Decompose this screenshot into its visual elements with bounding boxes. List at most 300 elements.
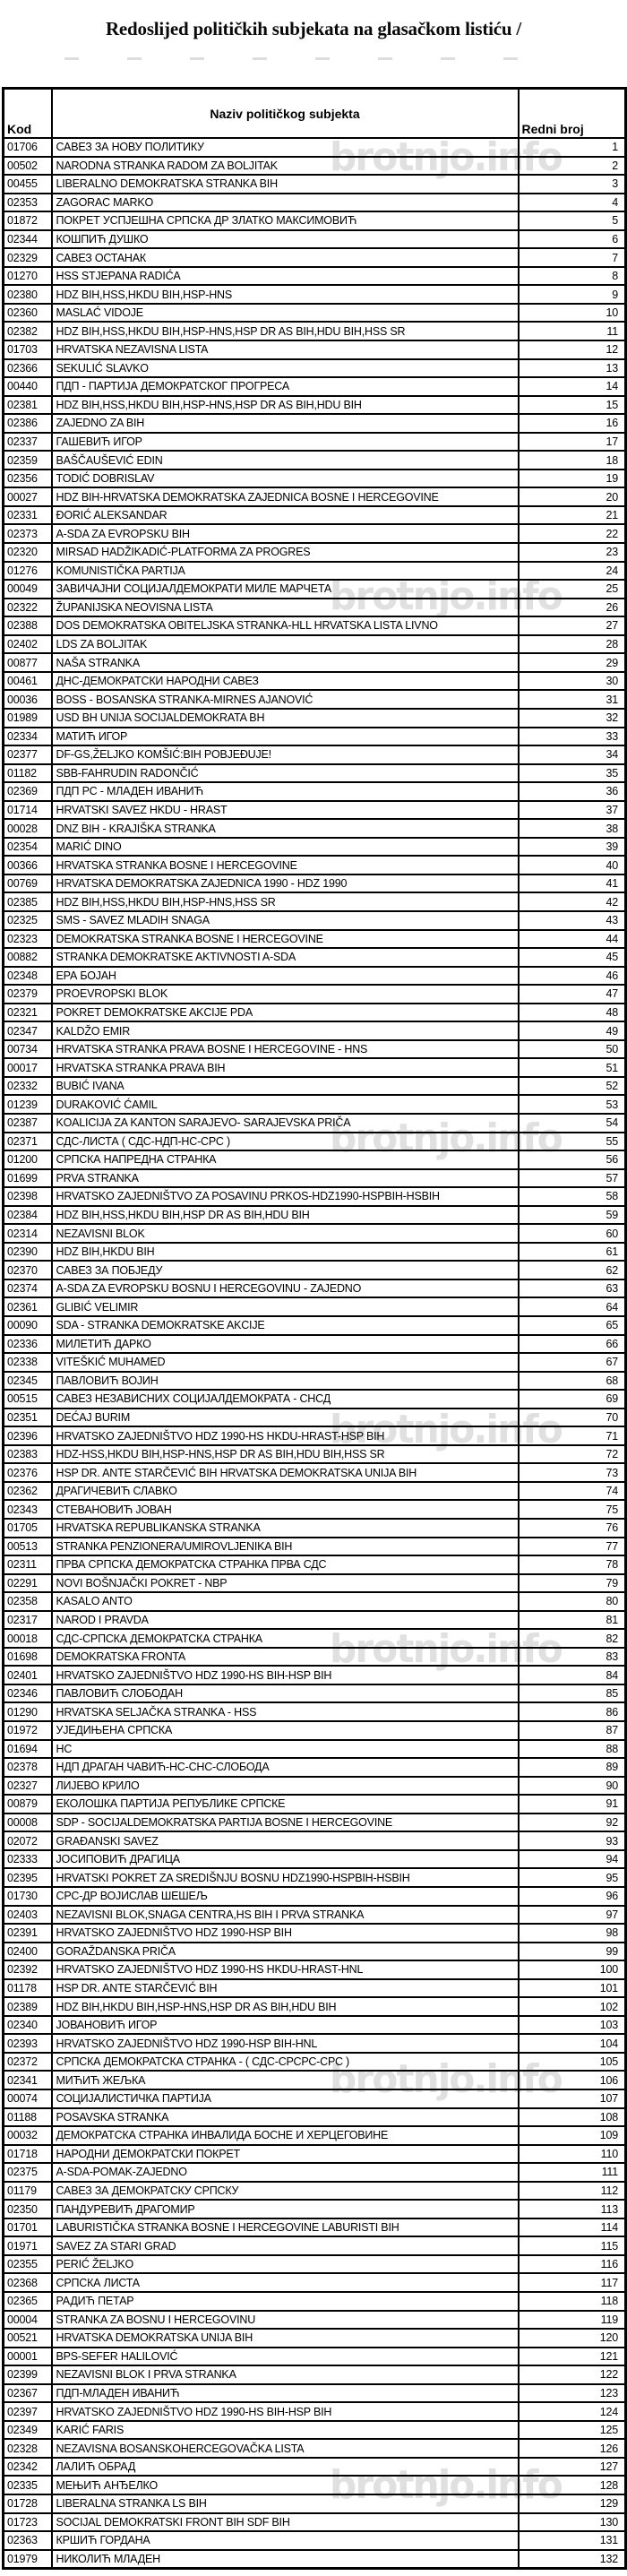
cell-naziv: VITEŠKIĆ MUHAMED [52, 1353, 519, 1372]
cell-naziv: DURAKOVIĆ ĆAMIL [52, 1095, 519, 1114]
table-row [4, 248, 626, 267]
cell-kod: 01872 [4, 211, 52, 230]
cell-naziv: КОШПИЋ ДУШКО [52, 230, 519, 249]
cell-kod: 02360 [4, 304, 52, 323]
cell-redni-broj: 21 [519, 506, 626, 525]
table-row [4, 1353, 626, 1372]
table-row [4, 506, 626, 525]
table-row [4, 2034, 626, 2053]
table-row [4, 230, 626, 249]
cell-kod: 02374 [4, 1279, 52, 1298]
cell-kod: 02371 [4, 1133, 52, 1151]
cell-redni-broj: 91 [519, 1795, 626, 1814]
cell-naziv: САВЕЗ ОСТАНАК [52, 248, 519, 267]
cell-kod: 02375 [4, 2163, 52, 2182]
cell-redni-broj: 20 [519, 487, 626, 506]
cell-naziv: NARODNA STRANKA RADOM ZA BOLJITAK [52, 157, 519, 176]
table-row [4, 1629, 626, 1648]
cell-redni-broj: 113 [519, 2200, 626, 2218]
cell-redni-broj: 64 [519, 1297, 626, 1316]
cell-redni-broj: 43 [519, 911, 626, 930]
cell-redni-broj: 2 [519, 157, 626, 176]
cell-naziv: СРПСКА ЛИСТА [52, 2273, 519, 2292]
table-row [4, 653, 626, 672]
table-row [4, 1666, 626, 1684]
cell-redni-broj: 15 [519, 396, 626, 415]
cell-redni-broj: 40 [519, 856, 626, 874]
cell-redni-broj: 70 [519, 1409, 626, 1427]
cell-kod: 02311 [4, 1555, 52, 1574]
cell-redni-broj: 115 [519, 2236, 626, 2255]
cell-redni-broj: 29 [519, 653, 626, 672]
cell-kod: 02391 [4, 1924, 52, 1943]
cell-redni-broj: 104 [519, 2034, 626, 2053]
cell-kod: 01705 [4, 1519, 52, 1538]
cell-naziv: A-SDA ZA EVROPSKU BIH [52, 524, 519, 543]
cell-redni-broj: 35 [519, 764, 626, 783]
cell-redni-broj: 32 [519, 709, 626, 728]
cell-redni-broj: 102 [519, 1997, 626, 2016]
cell-kod: 01701 [4, 2218, 52, 2237]
table-row [4, 709, 626, 728]
cell-naziv: СРПСКА ДЕМОКРАТСКА СТРАНКА - ( СДС-СРСРС-СРС ) [52, 2053, 519, 2072]
table-row [4, 930, 626, 949]
cell-kod: 02354 [4, 838, 52, 857]
table-row [4, 285, 626, 304]
table-row [4, 524, 626, 543]
table-row [4, 1997, 626, 2016]
cell-naziv: HDZ BIH,HSS,HKDU BIH,HSP-HNS [52, 285, 519, 304]
cell-naziv: ПАНДУРЕВИЋ ДРАГОМИР [52, 2200, 519, 2218]
cell-naziv: САВЕЗ ЗА НОВУ ПОЛИТИКУ [52, 138, 519, 157]
table-row [4, 1519, 626, 1538]
cell-naziv: HRVATSKA STRANKA PRAVA BIH [52, 1058, 519, 1077]
cell-naziv: HRVATSKA DEMOKRATSKA UNIJA BIH [52, 2329, 519, 2348]
cell-naziv: KALDŽO EMIR [52, 1021, 519, 1040]
cell-redni-broj: 25 [519, 580, 626, 599]
cell-naziv: NEZAVISNA BOSANSKOHERCEGOVAČKA LISTA [52, 2439, 519, 2458]
cell-redni-broj: 63 [519, 1279, 626, 1298]
table-row [4, 728, 626, 746]
cell-kod: 02353 [4, 194, 52, 212]
cell-naziv: BUBIĆ IVANA [52, 1077, 519, 1096]
cell-redni-broj: 130 [519, 2513, 626, 2532]
table-row [4, 470, 626, 488]
table-row [4, 1133, 626, 1151]
cell-redni-broj: 118 [519, 2292, 626, 2311]
table-row [4, 1372, 626, 1391]
table-row [4, 2458, 626, 2477]
table-row [4, 1426, 626, 1445]
site-watermark: brotnjo.info [330, 1626, 562, 1672]
cell-naziv: СРС-ДР ВОЈИСЛАВ ШЕШЕЉ [52, 1887, 519, 1906]
cell-redni-broj: 12 [519, 340, 626, 359]
cell-redni-broj: 117 [519, 2273, 626, 2292]
cell-kod: 00366 [4, 856, 52, 874]
table-row [4, 1004, 626, 1022]
cell-redni-broj: 5 [519, 211, 626, 230]
cell-naziv: ЛИЈЕВО КРИЛО [52, 1777, 519, 1796]
cell-naziv: НС [52, 1740, 519, 1759]
cell-naziv: HDZ BIH,HSS,HKDU BIH,HSP-HNS,HSS SR [52, 892, 519, 911]
cell-redni-broj: 7 [519, 248, 626, 267]
cell-naziv: HDZ BIH,HSS,HKDU BIH,HSP-HNS,HSP DR AS BIH,HDU BIH [52, 396, 519, 415]
cell-kod: 02367 [4, 2384, 52, 2403]
cell-naziv: HDZ-HSS,HKDU BIH,HSP-HNS,HSP DR AS BIH,HDU BIH,HSS SR [52, 1445, 519, 1464]
cell-naziv: HRVATSKA STRANKA PRAVA BOSNE I HERCEGOVINE - HNS [52, 1040, 519, 1059]
cell-naziv: HRVATSKI SAVEZ HKDU - HRAST [52, 801, 519, 820]
table-row [4, 359, 626, 378]
ballot-order-table [2, 87, 627, 2570]
cell-kod: 02332 [4, 1077, 52, 1096]
table-row [4, 2439, 626, 2458]
table-row [4, 819, 626, 838]
cell-kod: 01188 [4, 2108, 52, 2127]
cell-kod: 01239 [4, 1095, 52, 1114]
cell-kod: 02322 [4, 599, 52, 617]
cell-redni-broj: 60 [519, 1224, 626, 1243]
cell-naziv: УЈЕДИЊЕНА СРПСКА [52, 1721, 519, 1740]
table-row [4, 2365, 626, 2384]
cell-kod: 01698 [4, 1648, 52, 1667]
cell-naziv: DEĆAJ BURIM [52, 1409, 519, 1427]
cell-redni-broj: 72 [519, 1445, 626, 1464]
cell-naziv: LIBERALNA STRANKA LS BIH [52, 2494, 519, 2513]
cell-kod: 02291 [4, 1574, 52, 1593]
cell-naziv: NAROD I PRAVDA [52, 1611, 519, 1630]
table-row [4, 1390, 626, 1409]
table-row [4, 2348, 626, 2366]
cell-naziv: ПАВЛОВИЋ ВОЈИН [52, 1372, 519, 1391]
table-row [4, 2016, 626, 2035]
cell-kod: 02377 [4, 745, 52, 764]
cell-redni-broj: 9 [519, 285, 626, 304]
cell-naziv: ЛАЛИЋ ОБРАД [52, 2458, 519, 2477]
cell-redni-broj: 88 [519, 1740, 626, 1759]
cell-naziv: ЕКОЛОШКА ПАРТИЈА РЕПУБЛИКЕ СРПСКЕ [52, 1795, 519, 1814]
table-row [4, 1169, 626, 1188]
cell-naziv: SBB-FAHRUDIN RADONČIĆ [52, 764, 519, 783]
table-row [4, 1979, 626, 1998]
cell-naziv: GLIBIĆ VELIMIR [52, 1297, 519, 1316]
table-row [4, 1887, 626, 1906]
cell-redni-broj: 132 [519, 2550, 626, 2569]
table-row [4, 874, 626, 893]
cell-redni-broj: 125 [519, 2421, 626, 2440]
cell-kod: 00090 [4, 1316, 52, 1335]
table-row [4, 2145, 626, 2164]
table-row [4, 782, 626, 801]
cell-naziv: SDP - SOCIJALDEMOKRATSKA PARTIJA BOSNE I HERCEGOVINE [52, 1814, 519, 1832]
cell-naziv: MARIĆ DINO [52, 838, 519, 857]
table-row [4, 690, 626, 709]
cell-kod: 02349 [4, 2421, 52, 2440]
cell-kod: 01989 [4, 709, 52, 728]
cell-naziv: DOS DEMOKRATSKA OBITELJSKA STRANKA-HLL HRVATSKA LISTA LIVNO [52, 616, 519, 635]
cell-naziv: ПДП РС - МЛАДЕН ИВАНИЋ [52, 782, 519, 801]
cell-kod: 00879 [4, 1795, 52, 1814]
cell-naziv: НИКОЛИЋ МЛАДЕН [52, 2550, 519, 2569]
table-row [4, 1021, 626, 1040]
cell-naziv: МЕЊИЋ АНЂЕЛКО [52, 2476, 519, 2494]
cell-naziv: СОЦИЈАЛИСТИЧКА ПАРТИЈА [52, 2089, 519, 2108]
cell-naziv: РАДИЋ ПЕТАР [52, 2292, 519, 2311]
table-row [4, 1040, 626, 1059]
cell-kod: 02373 [4, 524, 52, 543]
cell-kod: 00032 [4, 2126, 52, 2145]
cell-redni-broj: 94 [519, 1850, 626, 1869]
cell-naziv: ZAJEDNO ZA BIH [52, 414, 519, 433]
cell-naziv: ПОКРЕТ УСПЈЕШНА СРПСКА ДР ЗЛАТКО МАКСИМОВИЋ [52, 211, 519, 230]
cell-redni-broj: 99 [519, 1943, 626, 1961]
cell-redni-broj: 48 [519, 1004, 626, 1022]
cell-redni-broj: 58 [519, 1187, 626, 1206]
cell-redni-broj: 16 [519, 414, 626, 433]
cell-kod: 02361 [4, 1297, 52, 1316]
cell-naziv: GRAĐANSKI SAVEZ [52, 1831, 519, 1850]
cell-redni-broj: 46 [519, 967, 626, 986]
cell-redni-broj: 85 [519, 1684, 626, 1703]
table-row [4, 1611, 626, 1630]
cell-naziv: HDZ BIH,HKDU BIH,HSP-HNS,HSP DR AS BIH,HDU BIH [52, 1997, 519, 2016]
cell-naziv: САВЕЗ НЕЗАВИСНИХ СОЦИЈАЛДЕМОКРАТА - СНСД [52, 1390, 519, 1409]
cell-kod: 02366 [4, 359, 52, 378]
cell-kod: 01730 [4, 1887, 52, 1906]
table-row [4, 1058, 626, 1077]
cell-redni-broj: 112 [519, 2182, 626, 2201]
cell-redni-broj: 30 [519, 672, 626, 691]
cell-naziv: ЗАВИЧАЈНИ СОЦИЈАЛДЕМОКРАТИ МИЛЕ МАРЧЕТА [52, 580, 519, 599]
table-row [4, 856, 626, 874]
cell-naziv: СРПСКА НАПРЕДНА СТРАНКА [52, 1150, 519, 1169]
cell-redni-broj: 38 [519, 819, 626, 838]
cell-kod: 02383 [4, 1445, 52, 1464]
table-row [4, 1795, 626, 1814]
cell-kod: 00049 [4, 580, 52, 599]
cell-redni-broj: 124 [519, 2402, 626, 2421]
cell-redni-broj: 23 [519, 543, 626, 562]
cell-naziv: ПРВА СРПСКА ДЕМОКРАТСКА СТРАНКА ПРВА СДС [52, 1555, 519, 1574]
cell-kod: 02072 [4, 1831, 52, 1850]
cell-kod: 01182 [4, 764, 52, 783]
cell-naziv: HRVATSKA STRANKA BOSNE I HERCEGOVINE [52, 856, 519, 874]
cell-naziv: ЈОВАНОВИЋ ИГОР [52, 2016, 519, 2035]
cell-naziv: МИЛЕТИЋ ДАРКО [52, 1335, 519, 1354]
cell-redni-broj: 19 [519, 470, 626, 488]
cell-naziv: PROEVROPSKI BLOK [52, 985, 519, 1004]
cell-naziv: HRVATSKA REPUBLIKANSKA STRANKA [52, 1519, 519, 1538]
cell-naziv: NEZAVISNI BLOK [52, 1224, 519, 1243]
cell-naziv: ПДП-МЛАДЕН ИВАНИЋ [52, 2384, 519, 2403]
cell-kod: 02348 [4, 967, 52, 986]
cell-redni-broj: 105 [519, 2053, 626, 2072]
cell-redni-broj: 3 [519, 175, 626, 194]
cell-kod: 02320 [4, 543, 52, 562]
cell-kod: 00028 [4, 819, 52, 838]
cell-redni-broj: 17 [519, 433, 626, 452]
site-watermark: brotnjo.info [330, 1407, 562, 1452]
cell-naziv: SDA - STRANKA DEMOKRATSKE AKCIJE [52, 1316, 519, 1335]
cell-naziv: HRVATSKA SELJAČKA STRANKA - HSS [52, 1702, 519, 1721]
cell-redni-broj: 39 [519, 838, 626, 857]
cell-kod: 02395 [4, 1868, 52, 1887]
table-row [4, 451, 626, 470]
cell-redni-broj: 95 [519, 1868, 626, 1887]
cell-kod: 02359 [4, 451, 52, 470]
table-row [4, 1463, 626, 1482]
cell-naziv: NEZAVISNI BLOK I PRVA STRANKA [52, 2365, 519, 2384]
cell-kod: 02327 [4, 1777, 52, 1796]
cell-redni-broj: 97 [519, 1906, 626, 1925]
table-row [4, 1906, 626, 1925]
cell-kod: 02334 [4, 728, 52, 746]
table-row [4, 1814, 626, 1832]
cell-redni-broj: 56 [519, 1150, 626, 1169]
cell-naziv: HDZ BIH,HSS,HKDU BIH,HSP DR AS BIH,HDU BIH [52, 1206, 519, 1225]
cell-kod: 02328 [4, 2439, 52, 2458]
cell-kod: 02402 [4, 635, 52, 654]
cell-redni-broj: 77 [519, 1538, 626, 1556]
cell-kod: 02323 [4, 930, 52, 949]
cell-kod: 02368 [4, 2273, 52, 2292]
cell-naziv: BPS-SEFER HALILOVIĆ [52, 2348, 519, 2366]
cell-kod: 02386 [4, 414, 52, 433]
table-row [4, 2292, 626, 2311]
table-row [4, 1114, 626, 1133]
cell-kod: 02397 [4, 2402, 52, 2421]
table-row [4, 2494, 626, 2513]
cell-naziv: SAVEZ ZA STARI GRAD [52, 2236, 519, 2255]
cell-redni-broj: 47 [519, 985, 626, 1004]
cell-kod: 00882 [4, 948, 52, 967]
cell-redni-broj: 73 [519, 1463, 626, 1482]
table-row [4, 2218, 626, 2237]
cell-kod: 01718 [4, 2145, 52, 2164]
cell-naziv: DEMOKRATSKA STRANKA BOSNE I HERCEGOVINE [52, 930, 519, 949]
cell-kod: 02345 [4, 1372, 52, 1391]
site-watermark: brotnjo.info [330, 134, 562, 180]
table-row [4, 1574, 626, 1593]
cell-naziv: TODIĆ DOBRISLAV [52, 470, 519, 488]
cell-kod: 02341 [4, 2071, 52, 2089]
cell-redni-broj: 28 [519, 635, 626, 654]
table-row [4, 1279, 626, 1298]
table-row [4, 2329, 626, 2348]
cell-naziv: HRVATSKO ZAJEDNIŠTVO HDZ 1990-HSP BIH-HNL [52, 2034, 519, 2053]
table-row [4, 2402, 626, 2421]
cell-naziv: ЈОСИПОВИЋ ДРАГИЦА [52, 1850, 519, 1869]
table-row [4, 2126, 626, 2145]
table-row [4, 175, 626, 194]
cell-redni-broj: 103 [519, 2016, 626, 2035]
cell-redni-broj: 27 [519, 616, 626, 635]
table-row [4, 1740, 626, 1759]
cell-redni-broj: 82 [519, 1629, 626, 1648]
table-row [4, 801, 626, 820]
cell-kod: 02331 [4, 506, 52, 525]
table-row [4, 1500, 626, 1519]
table-row [4, 2071, 626, 2089]
table-row [4, 1684, 626, 1703]
table-row [4, 1850, 626, 1869]
table-row [4, 2108, 626, 2127]
cell-kod: 02381 [4, 396, 52, 415]
cell-naziv: KARIĆ FARIS [52, 2421, 519, 2440]
cell-kod: 01178 [4, 1979, 52, 1998]
cell-naziv: СДС-ЛИСТА ( СДС-НДП-НС-СРС ) [52, 1133, 519, 1151]
cell-redni-broj: 71 [519, 1426, 626, 1445]
table-row [4, 672, 626, 691]
cell-redni-broj: 131 [519, 2531, 626, 2550]
cell-redni-broj: 74 [519, 1482, 626, 1501]
table-row [4, 2384, 626, 2403]
cell-naziv: SEKULIĆ SLAVKO [52, 359, 519, 378]
cell-redni-broj: 129 [519, 2494, 626, 2513]
cell-naziv: КРШИЋ ГОРДАНА [52, 2531, 519, 2550]
cell-redni-broj: 61 [519, 1243, 626, 1262]
cell-redni-broj: 55 [519, 1133, 626, 1151]
cell-kod: 02342 [4, 2458, 52, 2477]
cell-redni-broj: 100 [519, 1960, 626, 1979]
table-row [4, 1960, 626, 1979]
table-row [4, 616, 626, 635]
cell-naziv: HRVATSKO ZAJEDNIŠTVO HDZ 1990-HS BIH-HSP BIH [52, 1666, 519, 1684]
cell-redni-broj: 10 [519, 304, 626, 323]
cell-redni-broj: 86 [519, 1702, 626, 1721]
cell-naziv: KASALO ANTO [52, 1592, 519, 1611]
cell-kod: 02378 [4, 1758, 52, 1777]
cell-redni-broj: 114 [519, 2218, 626, 2237]
cell-naziv: GORAŽDANSKA PRIČA [52, 1943, 519, 1961]
cell-redni-broj: 96 [519, 1887, 626, 1906]
cell-redni-broj: 128 [519, 2476, 626, 2494]
cell-kod: 02398 [4, 1187, 52, 1206]
cell-redni-broj: 108 [519, 2108, 626, 2127]
cell-naziv: LABURISTIČKA STRANKA BOSNE I HERCEGOVINE LABURISTI BIH [52, 2218, 519, 2237]
cell-redni-broj: 116 [519, 2255, 626, 2274]
cell-kod: 00515 [4, 1390, 52, 1409]
cell-kod: 00017 [4, 1058, 52, 1077]
cell-redni-broj: 121 [519, 2348, 626, 2366]
cell-naziv: HRVATSKI POKRET ZA SREDIŠNJU BOSNU HDZ1990-HSPBIH-HSBIH [52, 1868, 519, 1887]
cell-redni-broj: 51 [519, 1058, 626, 1077]
cell-redni-broj: 54 [519, 1114, 626, 1133]
cell-kod: 02346 [4, 1684, 52, 1703]
cell-redni-broj: 1 [519, 138, 626, 157]
cell-naziv: ZAGORAC MARKO [52, 194, 519, 212]
table-row [4, 1868, 626, 1887]
table-row [4, 1777, 626, 1796]
cell-redni-broj: 34 [519, 745, 626, 764]
table-row [4, 1077, 626, 1096]
cell-redni-broj: 62 [519, 1261, 626, 1279]
cell-redni-broj: 80 [519, 1592, 626, 1611]
table-row [4, 396, 626, 415]
cell-naziv: A-SDA-POMAK-ZAJEDNO [52, 2163, 519, 2182]
cell-kod: 00455 [4, 175, 52, 194]
cell-naziv: HDZ BIH-HRVATSKA DEMOKRATSKA ZAJEDNICA BOSNE I HERCEGOVINE [52, 487, 519, 506]
table-row [4, 2182, 626, 2201]
table-row [4, 2053, 626, 2072]
cell-redni-broj: 92 [519, 1814, 626, 1832]
site-watermark: brotnjo.info [330, 2462, 562, 2508]
cell-kod: 02347 [4, 1021, 52, 1040]
cell-redni-broj: 53 [519, 1095, 626, 1114]
table-row [4, 1538, 626, 1556]
cell-kod: 02335 [4, 2476, 52, 2494]
table-header-row [4, 89, 626, 139]
table-row [4, 2255, 626, 2274]
